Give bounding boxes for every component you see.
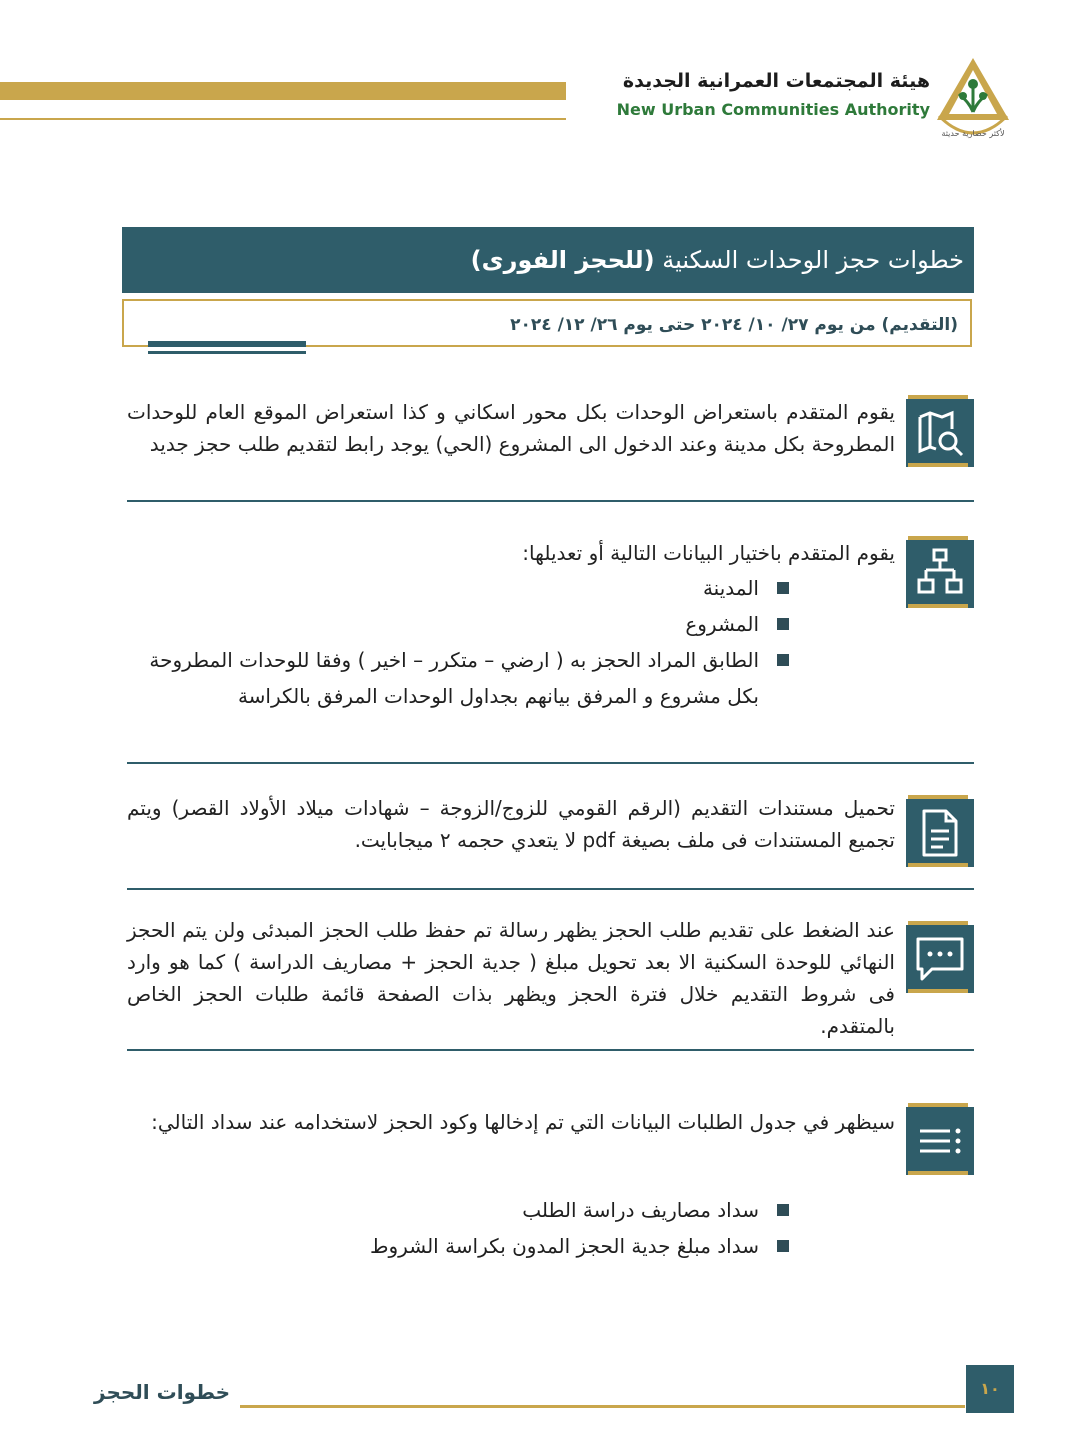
chat-icon [906,925,974,993]
footer-line [240,1405,965,1408]
separator [127,762,974,764]
separator [127,888,974,890]
page-title [132,227,964,293]
list-item: سداد مبلغ جدية الحجز المدون بكراسة الشروط [127,1228,789,1264]
list-icon [906,1107,974,1175]
date-range: (التقديم) من يوم ٢٧/ ١٠/ ٢٠٢٤ حتى يوم ٢٦/ ١٢/ ٢٠٢٤ [510,315,958,335]
list-item: المشروع [127,606,789,642]
step-5-text: سيظهر في جدول الطلبات البيانات التي تم إدخالها وكود الحجز لاستخدامه عند سداد التالي: [151,1110,895,1134]
list-item: سداد مصاريف دراسة الطلب [127,1192,789,1228]
hierarchy-icon [906,540,974,608]
step-3-icon-box [906,799,974,867]
separator [127,500,974,502]
nuca-emblem-logo [933,54,1013,144]
step-5-list [127,1192,789,1264]
icon-accent [908,463,968,467]
step-4-text: عند الضغط على تقديم طلب الحجز يظهر رسالة تم حفظ طلب الحجز المبدئى ولن يتم الحجز النهائي للوحدة السكنية الا بعد تحويل مبلغ ( جدية الحجز + مصاريف الدراسة ) كما هو وارد فى شروط التقديم خلال فترة الحجز ويظهر بذات الصفحة قائمة طلبات الحجز الخاص بالمتقدم. [127,918,895,1038]
map-search-icon [906,399,974,467]
title-main: خطوات حجز الوحدات السكنية [654,246,964,274]
step-5-icon-box [906,1107,974,1175]
org-name-english: New Urban Communities Authority [616,100,930,119]
step-2-text: يقوم المتقدم باختيار البيانات التالية أو تعديلها: [522,541,895,565]
step-3-text: تحميل مستندات التقديم (الرقم القومي للزوج/الزوجة – شهادات ميلاد الأولاد القصر) ويتم تجميع المستندات فى ملف بصيغة pdf لا يتعدي حجمه ٢ ميجابايت. [127,796,895,852]
step-2-list [127,570,789,714]
step-2-icon-box [906,540,974,608]
header-gold-line [0,118,566,120]
footer-section-title: خطوات الحجز [94,1380,230,1404]
icon-accent [908,989,968,993]
separator [127,1049,974,1051]
page-number: ١٠ [966,1365,1014,1413]
step-4-icon-box [906,925,974,993]
list-item: الطابق المراد الحجز به ( ارضي – متكرر – اخير ) وفقا للوحدات المطروحة بكل مشروع و المرفق بيانهم بجداول الوحدات المرفق بالكراسة [127,642,789,714]
title-highlight: (للحجز الفورى) [470,246,655,274]
icon-accent [908,604,968,608]
decor-bar [148,341,306,347]
step-1-text: يقوم المتقدم باستعراض الوحدات بكل محور اسكاني و كذا استعراض الموقع العام للوحدات المطروحة بكل مدينة وعند الدخول الى المشروع (الحي) يوجد رابط لتقديم طلب حجز جديد [127,400,895,456]
icon-accent [908,1171,968,1175]
org-name-arabic: هيئة المجتمعات العمرانية الجديدة [622,70,930,92]
svg-text:لأكثر حضارية حديثة: لأكثر حضارية حديثة [941,129,1005,138]
decor-bar [148,351,306,354]
header-gold-bar [0,82,566,100]
document-icon [906,799,974,867]
list-item: المدينة [127,570,789,606]
icon-accent [908,863,968,867]
step-1-icon-box [906,399,974,467]
